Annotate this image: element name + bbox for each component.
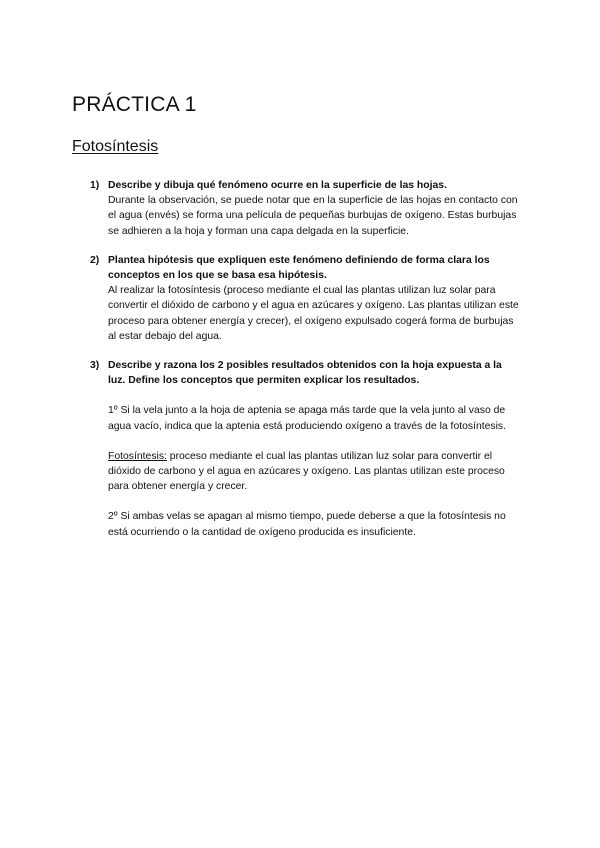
- page-title: PRÁCTICA 1: [72, 93, 197, 116]
- item-number: 3): [90, 360, 100, 372]
- item-number: 1): [90, 180, 100, 191]
- result-1-text: 1º Si la vela junto a la hoja de aptenia se apaga más tarde que la vela junto al vaso de agua vacío, indica que la aptenia está produciendo oxígeno a través de la fotosíntesis.: [108, 405, 507, 432]
- definition-paragraph: [108, 449, 522, 495]
- question-item-2: [90, 253, 522, 344]
- question-text: Describe y dibuja qué fenómeno ocurre en la superficie de las hojas.: [108, 180, 447, 191]
- item-number: 2): [90, 254, 100, 266]
- question-item-3: [90, 358, 522, 540]
- definition-term: Fotosíntesis:: [108, 450, 167, 462]
- answer-text: Durante la observación, se puede notar que en la superficie de las hojas en contacto con el agua (envés) se forma una película de pequeñas burbujas de oxígeno. Estas burbujas se adhieren a la hoja y forman una capa delgada en la superficie.: [108, 195, 518, 237]
- answer-text: Al realizar la fotosíntesis (proceso mediante el cual las plantas utilizan luz solar para convertir el dióxido de carbono y el agua en azúcares y oxígeno. Las plantas utilizan este proceso para obtener energía y crecer), el oxígeno expulsado cogerá forma de burbujas al estar debajo del agua.: [108, 285, 519, 342]
- question-list: [90, 178, 522, 540]
- question-text: Describe y razona los 2 posibles resultados obtenidos con la hoja expuesta a la luz. Define los conceptos que permiten explicar los resultados.: [108, 360, 502, 387]
- question-text: Plantea hipótesis que expliquen este fenómeno definiendo de forma clara los conceptos en los que se basa esa hipótesis.: [108, 254, 490, 282]
- result-2-text: 2º Si ambas velas se apagan al mismo tiempo, puede deberse a que la fotosíntesis no está ocurriendo o la cantidad de oxígeno producida es insuficiente.: [108, 511, 506, 538]
- definition-text: proceso mediante el cual las plantas utilizan luz solar para convertir el dióxido de carbono y el agua en azúcares y oxígeno. Las plantas utilizan este proceso para obtener energía y crecer.: [108, 450, 505, 493]
- section-heading: Fotosíntesis: [72, 138, 159, 155]
- question-item-1: [90, 178, 522, 239]
